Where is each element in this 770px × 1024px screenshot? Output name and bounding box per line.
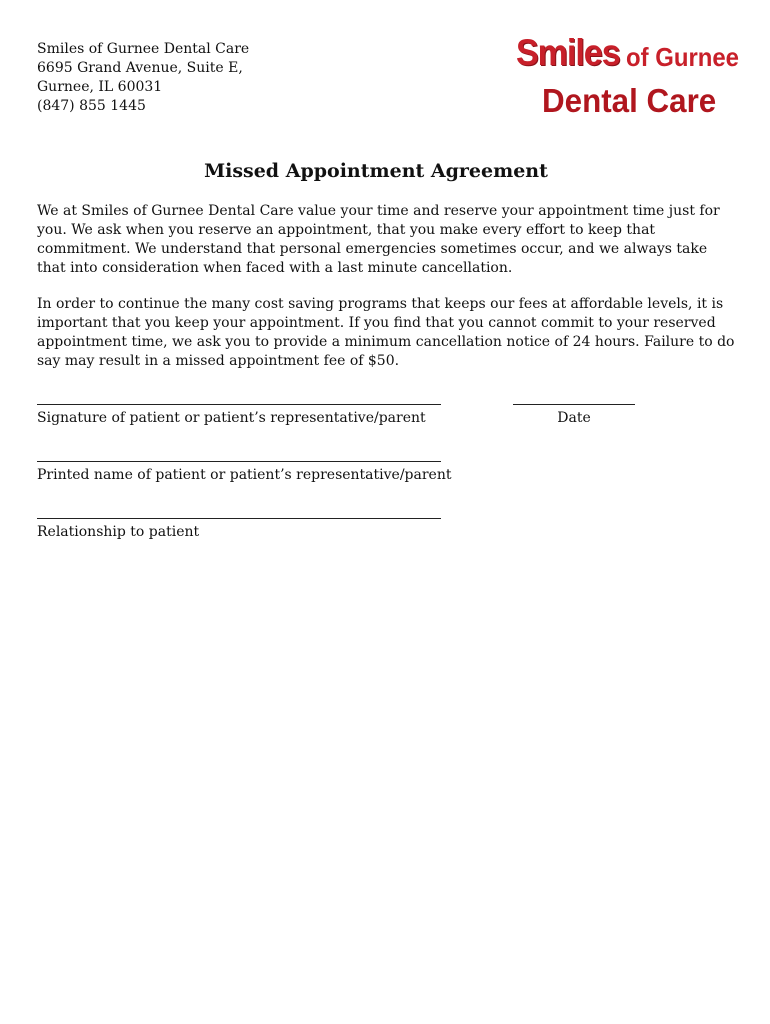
paragraph-line: In order to continue the many cost saving programs that keeps our fees at affordable levels, it is [37,296,724,312]
printed-name-field[interactable] [37,461,451,485]
paragraph-line: appointment time, we ask you to provide a minimum cancellation notice of 24 hours. Failure to do [37,334,735,350]
logo-word-of-gurnee: of Gurnee [625,42,739,72]
address-line: Smiles of Gurnee Dental Care [37,41,250,57]
signature-line[interactable] [37,404,441,405]
date-line[interactable] [513,404,635,405]
paragraph-line: you. We ask when you reserve an appointment, that you make every effort to keep that [37,222,656,238]
paragraph-intro [37,202,737,278]
address-line: Gurnee, IL 60031 [37,79,163,95]
signature-label: Signature of patient or patient’s representative/parent [37,410,426,426]
date-label: Date [557,410,591,426]
printed-name-label: Printed name of patient or patient’s representative/parent [37,467,452,483]
relationship-label: Relationship to patient [37,524,200,540]
paragraph-line: that into consideration when faced with a last minute cancellation. [37,260,513,276]
paragraph-line: say may result in a missed appointment fee of $50. [37,353,400,369]
practice-address [37,40,249,116]
relationship-field[interactable] [37,518,441,542]
logo-word-smiles: Smiles [516,32,620,74]
paragraph-policy [37,295,737,371]
relationship-line[interactable] [37,518,441,519]
paragraph-line: important that you keep your appointment. If you find that you cannot commit to your reserved [37,315,716,331]
phone-number: (847) 855 1445 [37,98,146,114]
paragraph-line: commitment. We understand that personal emergencies sometimes occur, and we always take [37,241,708,257]
practice-logo [512,32,739,126]
signature-field[interactable] [37,404,441,428]
paragraph-line: We at Smiles of Gurnee Dental Care value your time and reserve your appointment time just for [37,203,720,219]
logo-word-dental-care: Dental Care [542,82,717,119]
address-line: 6695 Grand Avenue, Suite E, [37,60,243,76]
date-field[interactable] [513,404,635,428]
document-title: Missed Appointment Agreement [204,160,548,182]
printed-name-line[interactable] [37,461,441,462]
